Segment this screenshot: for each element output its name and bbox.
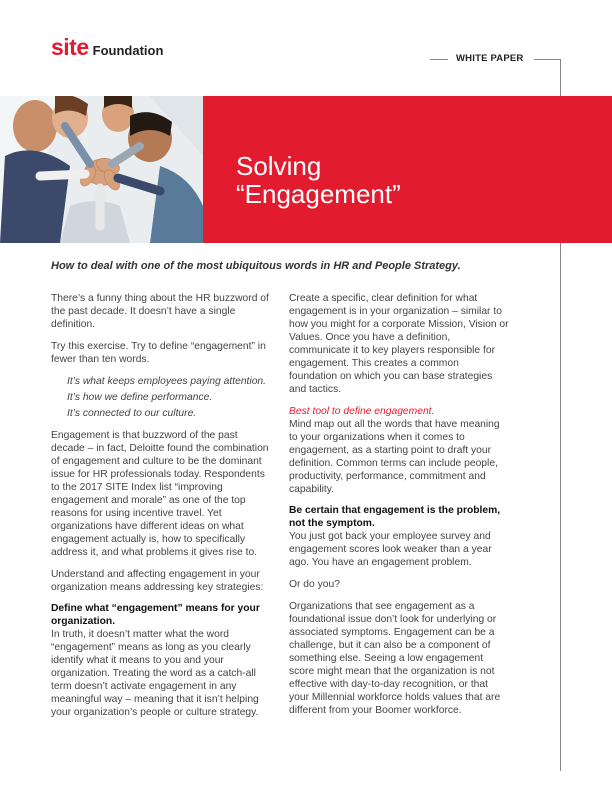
right-paragraph: Or do you?	[289, 579, 340, 590]
left-paragraph: Try this exercise. Try to define “engagement” in fewer than ten words.	[51, 341, 266, 365]
left-paragraph: In truth, it doesn’t matter what the word “engagement” means as long as you clearly identify what it means to you and your organization. Treating the word as a catch-all term doesn’t activate engagement in any meaningful way – meaning that it isn’t helping your organization’s people or culture strategy.	[51, 629, 259, 718]
red-subheading: Best tool to define engagement.	[289, 406, 435, 417]
logo	[51, 34, 163, 61]
left-column	[51, 292, 271, 728]
white-paper-label: WHITE PAPER	[456, 53, 524, 64]
definition-quote: It’s how we define performance.	[67, 392, 213, 403]
right-paragraph: Organizations that see engagement as a foundational issue don’t look for underlying or associated symptoms. Engagement can be a challenge, but it can also be a component of something else. Seeing a low engagement score might mean that the organization is not effective with day-to-day recognition, or that your Millennial workforce holds values that are different from your Boomer workforce.	[289, 601, 501, 716]
section-heading: Define what “engagement” means for your organization.	[51, 603, 260, 627]
page-subtitle: How to deal with one of the most ubiquitous words in HR and People Strategy.	[51, 260, 461, 272]
team-hands-photo	[0, 96, 203, 243]
right-paragraph: Create a specific, clear definition for what engagement is in your organization – similar to how you might for a corporate Mission, Vision or Values. Once you have a definition, communicate it to key players responsible for engagement. This creates a common foundation on which you can base strategies and tactics.	[289, 293, 509, 395]
team-hands-photo-illustration	[0, 96, 203, 243]
logo-foundation-text: Foundation	[92, 43, 164, 58]
left-paragraph: There’s a funny thing about the HR buzzword of the past decade. It doesn’t have a single definition.	[51, 293, 269, 330]
header-rule-right	[534, 59, 560, 60]
page-title-line1: Solving	[236, 151, 322, 181]
definition-quote: It’s what keeps employees paying attention.	[67, 376, 267, 387]
logo-site-wordmark: site	[51, 34, 89, 60]
page-title	[236, 152, 401, 208]
right-paragraph: You just got back your employee survey and engagement scores look weaker than a year ago. You have an engagement problem.	[289, 531, 492, 568]
right-paragraph: Mind map out all the words that have meaning to your organizations when it comes to engagement, as a starting point to draft your definition. Common terms can include people, productivity, performance, commitment and capability.	[289, 419, 500, 495]
right-column	[289, 292, 509, 726]
definition-quote: It’s connected to our culture.	[67, 408, 197, 419]
section-heading: Be certain that engagement is the problem, not the symptom.	[289, 505, 501, 529]
left-paragraph: Engagement is that buzzword of the past decade – in fact, Deloitte found the combination of engagement and culture to be the dominant issue for HR professionals today. Respondents to the 2017 SITE Index list “improving engagement and morale” as one of the top reasons for using incentive travel. Yet organizations have different ideas on what engagement actually is, how to specifically address it, and what problems it gives rise to.	[51, 430, 269, 558]
header-rule-left	[430, 59, 448, 60]
left-paragraph: Understand and affecting engagement in your organization means addressing key strategies:	[51, 569, 264, 593]
page-title-line2: “Engagement”	[236, 179, 401, 209]
